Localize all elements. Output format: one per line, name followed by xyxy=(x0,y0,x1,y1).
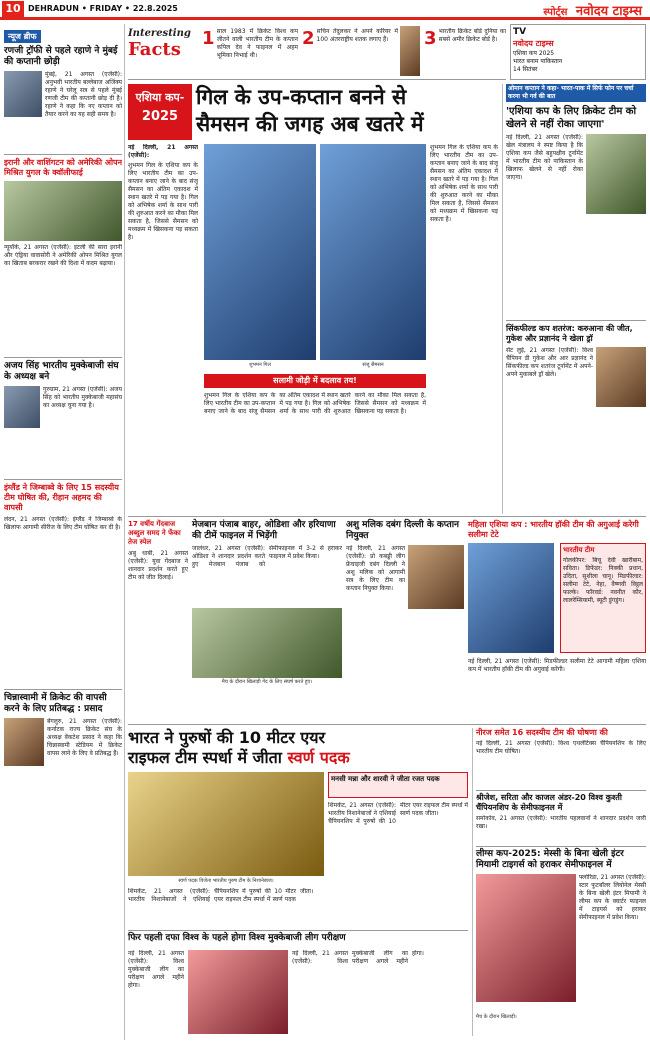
lead-caption-right: संजू सैमसन xyxy=(362,362,384,368)
fact-item-2 xyxy=(302,28,398,76)
facts-strip xyxy=(128,24,506,80)
divider xyxy=(4,479,122,480)
messi-body: फ्लोरिडा, 21 अगस्त (एजेंसी): स्टार फुटबॉलर लियोनेल मेस्सी के बिना खेली इंटर मियामी ने लीग्स कप के क्वार्टर फाइनल में टाइगर्स को हराकर सेमीफाइनल में प्रवेश किया। xyxy=(579,874,646,921)
brief-1-headline: रणजी ट्रॉफी से पहले रहाणे ने मुंबई की कप्तानी छोड़ी xyxy=(4,46,118,67)
mid-story-2 xyxy=(192,520,342,720)
chess-story xyxy=(506,320,646,514)
brief-3-headline: अजय सिंह भारतीय मुक्केबाजी संघ के अध्यक्ष बने xyxy=(4,361,119,382)
mid-4-body: नई दिल्ली, 21 अगस्त (एजेंसी): विश्व एथलेटिक्स चैंपियनशिप के लिए भारतीय टीम घोषित। xyxy=(476,740,646,755)
chess-photo xyxy=(596,347,646,407)
brief-2-photo xyxy=(4,181,122,241)
lead-subhead-text: सलामी जोड़ी में बदलाव तय! xyxy=(273,376,357,385)
lead-kicker-bottom: 2025 xyxy=(141,109,179,124)
lead-story xyxy=(128,144,498,514)
boxing-body-left: नई दिल्ली, 21 अगस्त (एजेंसी): विश्व मुक्केबाजी लीग का परीक्षण अगले महीने होगा। xyxy=(128,950,184,989)
brief-3-photo xyxy=(4,386,40,428)
lead-headline xyxy=(196,84,498,140)
messi-headline-line-2: मियामी टाइगर्स को हराकर सेमीफाइनल में xyxy=(476,860,612,870)
fact-item-3 xyxy=(424,28,506,76)
tv-box xyxy=(510,24,646,80)
messi-photo xyxy=(476,874,576,1002)
mid-story-3 xyxy=(346,520,464,720)
lead-body-lower xyxy=(204,392,426,512)
fact-number: 1 xyxy=(202,28,215,49)
facts-logo-top: Interesting xyxy=(128,28,191,39)
brief-4-headline: इंग्लैंड ने जिम्बाब्वे के लिए 15 सदस्यीय टीम घोषित की, रीहान अहमद की वापसी xyxy=(4,483,119,512)
lead-body-col-1 xyxy=(128,144,198,514)
shooting-caption: स्वर्ण पदक विजेता भारतीय पुरुष टीम के निशानेबाज। xyxy=(178,878,274,884)
brief-5-body: बेंगलुरु, 21 अगस्त (एजेंसी): कर्नाटक राज्य क्रिकेट संघ के अध्यक्ष वेंकटेश प्रसाद ने कहा कि चिन्नास्वामी स्टेडियम में क्रिकेट वापस लाने के लिए वे प्रतिबद्ध हैं। xyxy=(47,718,122,757)
section-divider xyxy=(128,724,646,725)
right-lead-story xyxy=(506,84,646,316)
brief-1-photo xyxy=(4,71,42,117)
right-lead-body: नई दिल्ली, 21 अगस्त (एजेंसी): खेल मंत्रालय ने स्पष्ट किया है कि एशिया कप जैसे बहुपक्षीय टूर्नामेंट में भारतीय टीम को पाकिस्तान के खिलाफ खेलने से नहीं रोका जाएगा। xyxy=(506,134,583,181)
mid-2-photo xyxy=(192,608,342,678)
brief-5-headline: चिन्नास्वामी में क्रिकेट की वापसी करने के लिए प्रतिबद्ध : प्रसाद xyxy=(4,693,107,714)
mid-5-body: समोकोव, 21 अगस्त (एजेंसी): भारतीय पहलवानों ने शानदार प्रदर्शन जारी रखा। xyxy=(476,815,646,830)
fact-number: 3 xyxy=(424,28,437,49)
hockey-photo xyxy=(468,543,554,653)
messi-caption: मैच के दौरान खिलाड़ी। xyxy=(476,1014,517,1020)
lead-body-lower-text: शुभमन गिल के एशिया कप के लिए भारतीय टीम का उप-कप्तान बनाए जाने के बाद संजू सैमसन का अंतिम एकादश में स्थान खतरे में पड़ गया है। गिल को अभिषेक शर्मा के साथ पारी की शुरुआत करने का मौका मिल सकता है, जिससे सैमसन को मध्यक्रम में खिसकना पड़ सकता है। xyxy=(204,392,426,415)
section-label: स्पोर्ट्स xyxy=(543,7,568,18)
boxing-photo xyxy=(188,950,288,1034)
lead-byline: नई दिल्ली, 21 अगस्त (एजेंसी): xyxy=(128,144,198,159)
hockey-body: नई दिल्ली, 21 अगस्त (एजेंसी): मिडफील्डर सलीमा टेटे आगामी महिला एशिया कप में भारतीय हॉकी टीम की अगुवाई करेंगी। xyxy=(468,658,646,673)
mid-2-headline: मेजबान पंजाब बाहर, ओडिशा और हरियाणा की टीमें फाइनल में भिड़ेंगी xyxy=(192,520,336,541)
fact-number: 2 xyxy=(302,28,315,49)
shooting-sub-box xyxy=(328,772,468,798)
brief-2-headline: इरानी और वाशिंगटन को अमेरिकी ओपन मिश्रित युगल के क्वॉलीफाई xyxy=(4,158,122,177)
shooting-photo xyxy=(128,772,324,876)
mid-3-body: नई दिल्ली, 21 अगस्त (एजेंसी): प्रो कबड्डी लीग फ्रेंचाइजी दबंग दिल्ली ने अशु मलिक को आगामी सत्र के लिए टीम का कप्तान नियुक्त किया। xyxy=(346,545,405,592)
shooting-body-lower: शिमकेंट, 21 अगस्त (एजेंसी): भारतीय निशानेबाजों ने एशियाई चैंपियनशिप में पुरुषों की 10 मीटर एयर राइफल टीम स्पर्धा में स्वर्ण पदक जीता। xyxy=(128,888,314,903)
masthead xyxy=(543,1,642,19)
chess-body: सेंट लुई, 21 अगस्त (एजेंसी): विश्व चैंपियन डी गुकेश और आर प्रज्ञानंद ने सिंकफील्ड कप शतरंज टूर्नामेंट में अपने-अपने मुकाबले ड्रॉ खेले। xyxy=(506,347,593,378)
lead-headline-line-1: गिल के उप-कप्तान बनने से xyxy=(196,85,407,109)
right-lead-headline: 'एशिया कप के लिए क्रिकेट टीम को खेलने से नहीं रोका जाएगा' xyxy=(506,106,637,130)
messi-headline-line-1: लीग्स कप-2025: मेस्सी के बिना खेली इंटर xyxy=(476,849,624,859)
dateline: DEHRADUN • FRIDAY • 22.8.2025 xyxy=(28,4,178,13)
hockey-story xyxy=(468,520,646,720)
fact-text: साल 1983 में क्रिकेट विश्व कप जीतने वाली भारतीय टीम के कप्तान कपिल देव ने फाइनल में अहम भूमिका निभाई थी। xyxy=(216,28,298,59)
hockey-team-title: भारतीय टीम xyxy=(563,546,595,554)
divider xyxy=(4,689,122,690)
news-brief-label: न्यूज ब्रीफ xyxy=(4,30,41,43)
fact-text: सचिन तेंदुलकर ने अपने करियर में 100 अंतरराष्ट्रीय शतक लगाए हैं। xyxy=(316,28,398,43)
messi-story xyxy=(476,846,646,1036)
facts-logo xyxy=(128,28,198,60)
shooting-headline-line-2 xyxy=(128,748,468,768)
right-lead-kicker: ओमान कप्तान ने कहा- भारत-पाक में सिर्फ फोन पर चर्चा करना भी गर्व की बात xyxy=(506,84,646,102)
mid-2-caption: मैच के दौरान खिलाड़ी गेंद के लिए संघर्ष करते हुए। xyxy=(221,679,313,685)
column-divider xyxy=(124,24,125,1040)
column-divider xyxy=(502,84,503,514)
lead-body: शुभमन गिल के एशिया कप के लिए भारतीय टीम का उप-कप्तान बनाए जाने के बाद संजू सैमसन का अंतिम एकादश में स्थान खतरे में पड़ गया है। गिल को अभिषेक शर्मा के साथ पारी की शुरुआत करने का मौका मिल सकता है, जिससे सैमसन को मध्यक्रम में खिसकना पड़ सकता है। xyxy=(128,162,198,241)
boxing-body-right: नई दिल्ली, 21 अगस्त (एजेंसी): विश्व मुक्केबाजी लीग का परीक्षण अगले महीने होगा। xyxy=(292,950,424,965)
divider xyxy=(128,930,468,931)
fact-text: भारतीय क्रिकेट बोर्ड दुनिया का सबसे अमीर क्रिकेट बोर्ड है। xyxy=(438,28,506,43)
lead-caption-left: शुभमन गिल xyxy=(249,362,271,368)
brief-1-body: मुंबई, 21 अगस्त (एजेंसी): अनुभवी भारतीय बल्लेबाज अजिंक्य रहाणे ने घरेलू सत्र से पहले मुंबई रणजी टीम की कप्तानी छोड़ दी है। रहाणे ने कहा कि नए कप्तान को तैयार करने का यह सही समय है। xyxy=(45,71,122,118)
divider xyxy=(4,154,122,155)
fact-item-1 xyxy=(202,28,298,76)
brief-2-body: न्यूयॉर्क, 21 अगस्त (एजेंसी): इटली की सारा इरानी और एंड्रिया वावासोरी ने अमेरिकी ओपन मिश्रित युगल का खिताब बरकरार रखने की दिशा में कदम बढ़ाया। xyxy=(4,244,122,267)
boxing-headline: फिर पहली दफा विश्व के पहले होगा विश्व मुक्केबाजी लीग परीक्षण xyxy=(128,933,346,943)
masthead-logo: नवोदय टाइम्स xyxy=(575,4,642,19)
mid-story-5 xyxy=(476,790,646,844)
tv-line-1: एशिया कप 2025 xyxy=(513,50,555,57)
mid-3-headline: अशु मलिक दबंग दिल्ली के कप्तान नियुक्त xyxy=(346,520,460,541)
shooting-headline-highlight: स्वर्ण पदक xyxy=(287,748,350,767)
divider xyxy=(4,357,122,358)
mid-1-body: अबु धाबी, 21 अगस्त (एजेंसी): युवा गेंदबाज ने शानदार प्रदर्शन करते हुए टीम को जीत दिलाई। xyxy=(128,550,188,581)
right-lead-photo xyxy=(586,134,646,214)
section-divider xyxy=(128,516,646,517)
lead-subhead xyxy=(204,374,426,388)
lead-kicker xyxy=(128,84,192,140)
mid-story-4 xyxy=(476,728,646,788)
shooting-story xyxy=(128,728,468,1036)
news-brief-column xyxy=(4,24,122,1040)
lead-body-continued: शुभमन गिल के एशिया कप के लिए भारतीय टीम का उप-कप्तान बनाए जाने के बाद संजू सैमसन का अंतिम एकादश में स्थान खतरे में पड़ गया है। गिल को अभिषेक शर्मा के साथ पारी की शुरुआत करने का मौका मिल सकता है, जिससे सैमसन को मध्यक्रम में खिसकना पड़ सकता है। xyxy=(430,144,498,223)
mid-1-headline: 17 वर्षीय गेंदबाज अब्दुल समद ने फेंका तेज स्पेल xyxy=(128,520,181,546)
shooting-headline-line-1: भारत ने पुरुषों की 10 मीटर एयर xyxy=(128,728,326,747)
chess-headline: सिंकफील्ड कप शतरंज: करुआना की जीत, गुकेश और प्रज्ञानंद ने खेला ड्रॉ xyxy=(506,324,633,343)
brief-5-photo xyxy=(4,718,44,766)
mid-5-headline: श्रीजेश, सरिता और काजल अंडर-20 विश्व कुश्ती चैंपियनशिप के सेमीफाइनल में xyxy=(476,793,622,812)
lead-photo-gill xyxy=(204,144,316,360)
tv-line-3: 14 सितंबर xyxy=(513,66,538,73)
lead-headline-line-2: सैमसन की जगह अब खतरे में xyxy=(196,112,424,136)
mid-2-body: जालंधर, 21 अगस्त (एजेंसी): ओडिशा ने शानदार प्रदर्शन करते हुए मेजबान पंजाब को सेमीफाइनल में 3-2 से हराकर फाइनल में प्रवेश किया। xyxy=(192,545,342,568)
tv-logo: नवोदय टाइम्स xyxy=(513,39,554,48)
page-number: 10 xyxy=(2,1,24,17)
brief-4-body: लंदन, 21 अगस्त (एजेंसी): इंग्लैंड ने जिम्बाब्वे के खिलाफ आगामी सीरीज के लिए टीम घोषित कर दी है। xyxy=(4,516,122,531)
lead-kicker-top: एशिया कप- xyxy=(135,91,185,104)
fact-photo xyxy=(400,26,420,76)
shooting-headline-main: राइफल टीम स्पर्धा में जीता xyxy=(128,748,288,767)
facts-logo-bottom: Facts xyxy=(128,39,181,60)
column-divider xyxy=(472,728,473,1036)
lead-body-col-4 xyxy=(430,144,498,514)
hockey-team-box xyxy=(560,543,646,653)
mid-4-headline: नीरज समेत 16 सदस्यीय टीम की घोषणा की xyxy=(476,728,608,737)
tv-line-2: भारत बनाम पाकिस्तान xyxy=(513,58,563,65)
shooting-sub-text: मनसी मन्ना और शारवी ने जीता रजत पदक xyxy=(331,775,440,783)
brief-3-body: गुरुग्राम, 21 अगस्त (एजेंसी): अजय सिंह को भारतीय मुक्केबाजी महासंघ का अध्यक्ष चुना गया है। xyxy=(43,386,122,409)
tv-label: TV xyxy=(513,27,527,37)
hockey-headline: महिला एशिया कप : भारतीय हॉकी टीम की अगुआई करेगी सलीमा टेटे xyxy=(468,520,639,539)
mid-story-1 xyxy=(128,520,188,720)
lead-photo-samson xyxy=(320,144,426,360)
shooting-body: शिमकेंट, 21 अगस्त (एजेंसी): भारतीय निशानेबाजों ने एशियाई चैंपियनशिप में पुरुषों की 10 मीटर एयर राइफल टीम स्पर्धा में स्वर्ण पदक जीता। xyxy=(328,802,468,825)
mid-3-photo xyxy=(408,545,464,609)
hockey-team-body: गोलकीपर: बिचू देवी खारीबाम, सविता। डिफेंडर: निक्की प्रधान, उदिता, सुशीला चानू। मिडफील्डर: सलीमा टेटे, नेहा, वैष्णवी विट्ठल फाल्के। फॉरवर्ड: नवनीत कौर, लालरेम्सियामी, ब्यूटी डुंगडुंग। xyxy=(563,557,643,604)
